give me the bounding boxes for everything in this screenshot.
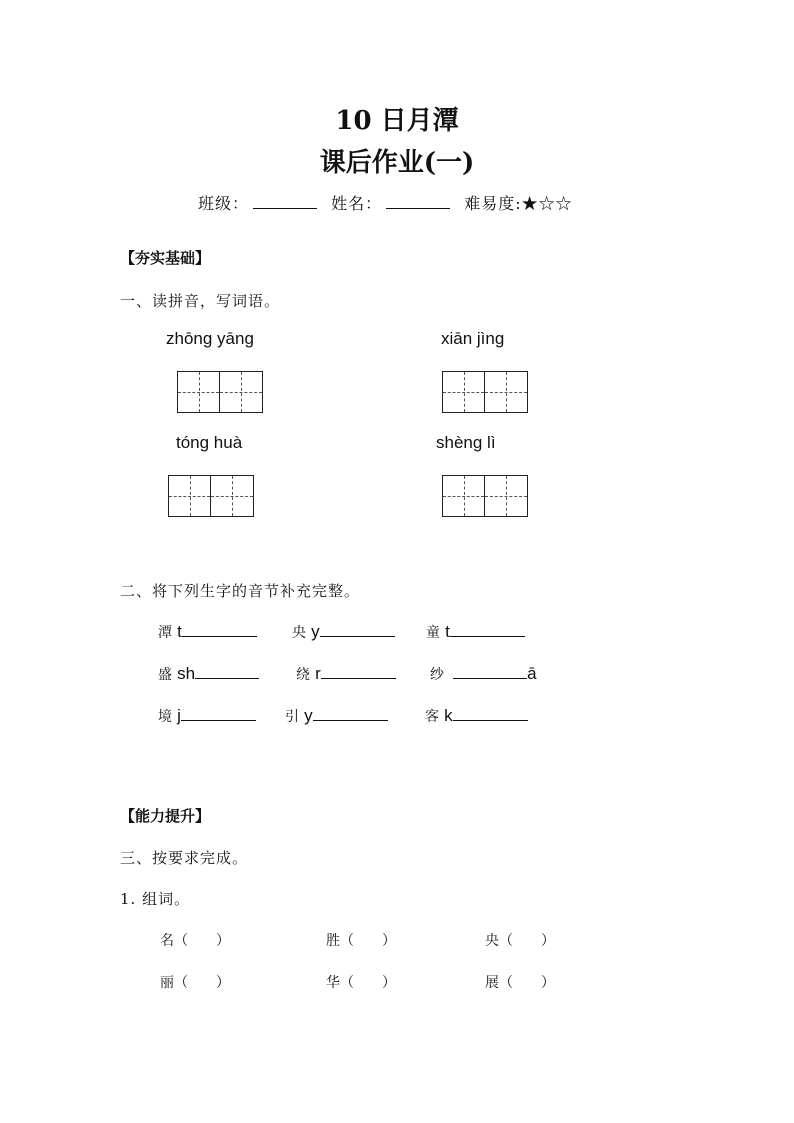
syllable-item: [426, 620, 525, 642]
word-blank-item[interactable]: 名（ ）: [160, 933, 230, 949]
grid-cell[interactable]: [178, 372, 220, 412]
syllable-prefix: t: [445, 622, 450, 641]
syllable-item: [158, 662, 259, 684]
name-blank[interactable]: [386, 194, 450, 209]
syllable-item: [292, 620, 395, 642]
syllable-char: 客: [425, 709, 439, 725]
syllable-prefix: k: [444, 706, 453, 725]
syllable-prefix: t: [177, 622, 182, 641]
pinyin-label: zhōng yāng: [166, 329, 254, 348]
writing-grid[interactable]: [442, 371, 528, 413]
syllable-blank[interactable]: [453, 704, 528, 721]
pinyin-label: shèng lì: [436, 433, 496, 452]
writing-grid[interactable]: [442, 475, 528, 517]
syllable-blank[interactable]: [182, 620, 257, 637]
grid-cell[interactable]: [211, 476, 253, 516]
syllable-blank[interactable]: [453, 662, 527, 679]
syllable-prefix: y: [311, 622, 320, 641]
syllable-item: [158, 704, 256, 726]
class-blank[interactable]: [253, 194, 317, 209]
syllable-prefix: r: [315, 664, 321, 683]
syllable-blank[interactable]: [320, 620, 395, 637]
class-label: 班级：: [198, 194, 250, 213]
syllable-prefix: j: [177, 706, 181, 725]
question-3-title: 三、按要求完成。: [120, 849, 249, 867]
word-blank-item[interactable]: 央（ ）: [485, 933, 555, 949]
syllable-char: 引: [285, 709, 299, 725]
syllable-item: [296, 662, 396, 684]
syllable-blank[interactable]: [195, 662, 259, 679]
grid-cell[interactable]: [485, 372, 527, 412]
syllable-blank[interactable]: [181, 704, 256, 721]
syllable-char: 境: [158, 709, 172, 725]
pinyin-label: xiān jìng: [441, 329, 505, 348]
question-1-title: 一、读拼音，写词语。: [120, 292, 281, 310]
syllable-char: 童: [426, 625, 440, 641]
syllable-prefix: y: [304, 706, 313, 725]
syllable-char: 纱: [430, 667, 444, 683]
question-3-sub1: 1. 组词。: [120, 890, 191, 908]
syllable-prefix: sh: [177, 664, 196, 683]
syllable-blank[interactable]: [450, 620, 525, 637]
page-title: 10 日月潭: [335, 106, 459, 136]
section-heading-basics: 【夯实基础】: [120, 249, 211, 267]
grid-cell[interactable]: [169, 476, 211, 516]
writing-grid[interactable]: [177, 371, 263, 413]
page-subtitle: 课后作业(一): [319, 148, 475, 178]
syllable-item: [425, 704, 528, 726]
difficulty-label: 难易度:: [464, 194, 522, 213]
word-blank-item[interactable]: 胜（ ）: [326, 933, 396, 949]
syllable-item: [430, 662, 537, 684]
section-heading-ability: 【能力提升】: [120, 807, 211, 825]
syllable-blank[interactable]: [321, 662, 396, 679]
syllable-item: [158, 620, 257, 642]
question-2-title: 二、将下列生字的音节补充完整。: [120, 582, 361, 600]
syllable-char: 央: [292, 625, 306, 641]
pinyin-label: tóng huà: [176, 433, 243, 452]
syllable-item: [285, 704, 388, 726]
writing-grid[interactable]: [168, 475, 254, 517]
student-info-line: [198, 191, 573, 214]
word-blank-item[interactable]: 丽（ ）: [160, 975, 230, 991]
name-label: 姓名：: [331, 194, 383, 213]
syllable-char: 绕: [296, 667, 310, 683]
word-blank-item[interactable]: 展（ ）: [485, 975, 555, 991]
syllable-char: 盛: [158, 667, 172, 683]
word-blank-item[interactable]: 华（ ）: [326, 975, 396, 991]
grid-cell[interactable]: [443, 476, 485, 516]
grid-cell[interactable]: [220, 372, 262, 412]
difficulty-stars: ★☆☆: [521, 194, 573, 213]
syllable-blank[interactable]: [313, 704, 388, 721]
syllable-char: 潭: [158, 625, 172, 641]
grid-cell[interactable]: [485, 476, 527, 516]
syllable-suffix: ā: [527, 664, 537, 683]
grid-cell[interactable]: [443, 372, 485, 412]
